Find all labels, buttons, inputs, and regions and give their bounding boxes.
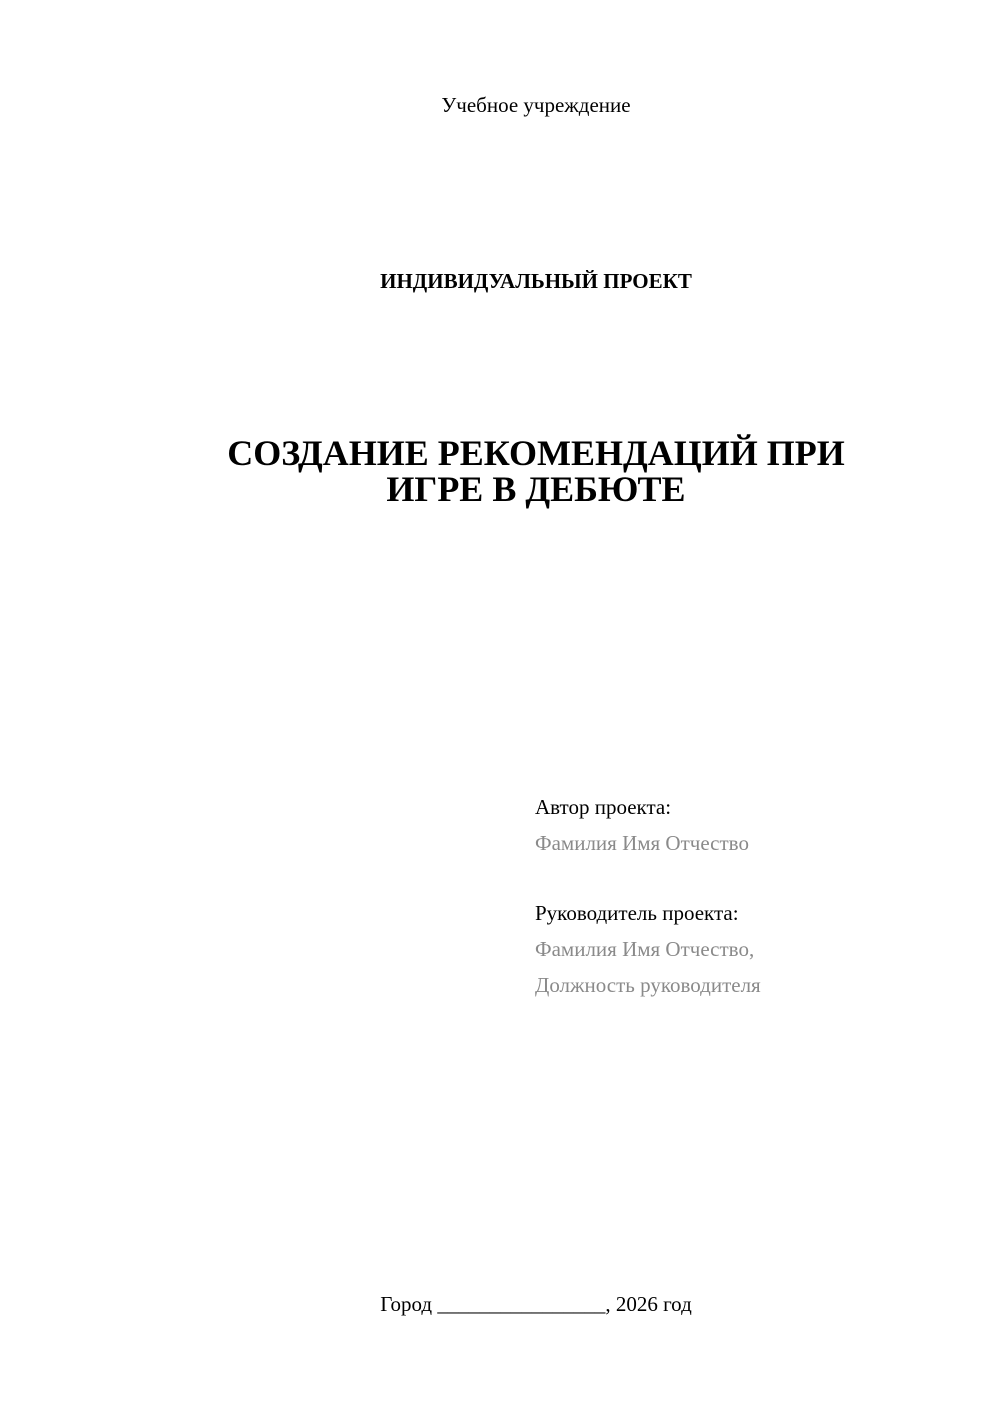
document-type: ИНДИВИДУАЛЬНЫЙ ПРОЕКТ (380, 269, 692, 293)
project-title-line-2: ИГРЕ В ДЕБЮТЕ (386, 469, 686, 509)
author-label: Автор проекта: (535, 795, 672, 819)
institution-name: Учебное учреждение (441, 93, 631, 117)
author-name-placeholder: Фамилия Имя Отчество (535, 831, 749, 855)
supervisor-position-placeholder: Должность руководителя (535, 973, 761, 997)
supervisor-label: Руководитель проекта: (535, 901, 739, 925)
supervisor-name-placeholder: Фамилия Имя Отчество, (535, 937, 755, 961)
info-spacer (535, 861, 761, 895)
project-title (0, 435, 1000, 507)
city-year-line: Город ________________, 2026 год (380, 1292, 692, 1316)
project-title-line-1: СОЗДАНИЕ РЕКОМЕНДАЦИЙ ПРИ (227, 433, 845, 473)
project-info-block (535, 789, 761, 1003)
